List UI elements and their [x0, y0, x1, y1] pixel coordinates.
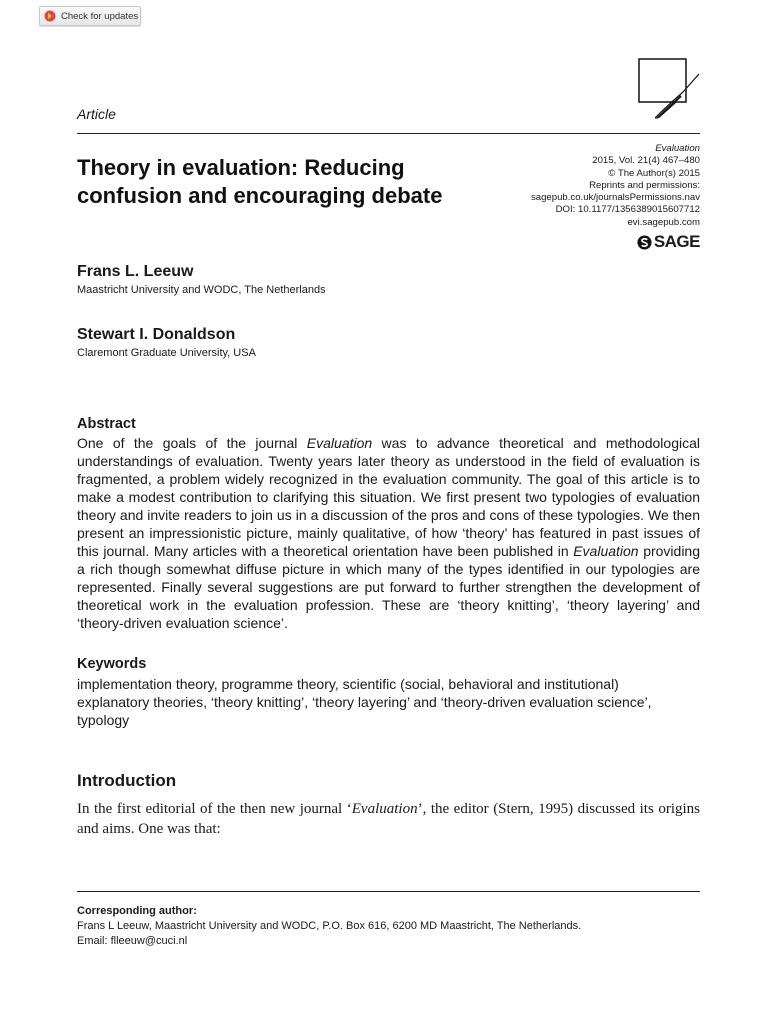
author-affiliation: Maastricht University and WODC, The Netherlands — [77, 284, 326, 296]
copyright: © The Author(s) 2015 — [608, 167, 700, 179]
check-for-updates-button[interactable] — [39, 6, 141, 26]
introduction-heading: Introduction — [77, 771, 177, 790]
footnote-divider — [77, 891, 700, 892]
author-name: Stewart I. Donaldson — [77, 326, 236, 343]
journal-logo-icon — [637, 58, 703, 122]
title-line: confusion and encouraging debate — [77, 183, 443, 208]
doi[interactable]: DOI: 10.1177/1356389015607712 — [555, 204, 700, 216]
introduction-text: In the first editorial of the then new journal ‘Evaluation’, the editor (Stern, 1995) discussed its origins and aims. One was that: — [77, 801, 700, 837]
corresponding-address: Frans L Leeuw, Maastricht University and WODC, P.O. Box 616, 6200 MD Maastricht, The Netherlands. — [77, 920, 582, 932]
publisher-name: SAGE — [653, 232, 700, 251]
journal-name: Evaluation — [655, 143, 700, 154]
corresponding-author — [77, 904, 581, 949]
title-line: Theory in evaluation: Reducing — [77, 155, 405, 180]
citation: 2015, Vol. 21(4) 467–480 — [592, 155, 700, 167]
publication-metadata — [531, 143, 700, 229]
author-name: Frans L. Leeuw — [77, 263, 194, 280]
check-for-updates-label: Check for updates — [61, 10, 139, 22]
sage-logo-icon — [637, 235, 652, 250]
keywords-heading: Keywords — [77, 656, 147, 672]
journal-url[interactable]: evi.sagepub.com — [627, 216, 700, 228]
publisher-logo — [637, 232, 700, 252]
header-divider — [77, 133, 700, 134]
reprints-label: Reprints and permissions: — [589, 179, 700, 191]
abstract-text: One of the goals of the journal Evaluation was to advance theoretical and methodological understandings of evaluation. Twenty years later theory as understood in the field of evaluation is fragmented, a problem widely recognized in the evaluation community. The goal of this article is to make a modest contribution to clarifying this situation. We first present two typologies of evaluation theory and invite readers to join us in a discussion of the pros and cons of these typologies. We then present an impressionistic picture, mainly qualitative, of how ‘theory’ has featured in past issues of this journal. Many articles with a theoretical orientation have been published in Evaluation providing a rich though somewhat diffuse picture in which many of the types identified in our typologies are represented. Finally several suggestions are put forward to further strengthen the development of theoretical work in the evaluation profession. These are ‘theory knitting’, ‘theory layering’ and ‘theory-driven evaluation science’. — [77, 435, 701, 631]
keywords-text: implementation theory, programme theory, scientific (social, behavioral and institutional) explanatory theories, ‘theory knitting’, ‘theory layering’ and ‘theory-driven evaluation science’, typology — [77, 676, 652, 728]
corresponding-email[interactable]: Email: flleeuw@cuci.nl — [77, 935, 188, 947]
article-type-label: Article — [77, 106, 116, 122]
corresponding-label: Corresponding author: — [77, 905, 197, 917]
reprints-link[interactable]: sagepub.co.uk/journalsPermissions.nav — [530, 192, 700, 204]
paper-title — [77, 154, 507, 210]
abstract-heading: Abstract — [77, 416, 136, 432]
author-affiliation: Claremont Graduate University, USA — [77, 347, 256, 359]
check-updates-icon — [44, 10, 56, 22]
